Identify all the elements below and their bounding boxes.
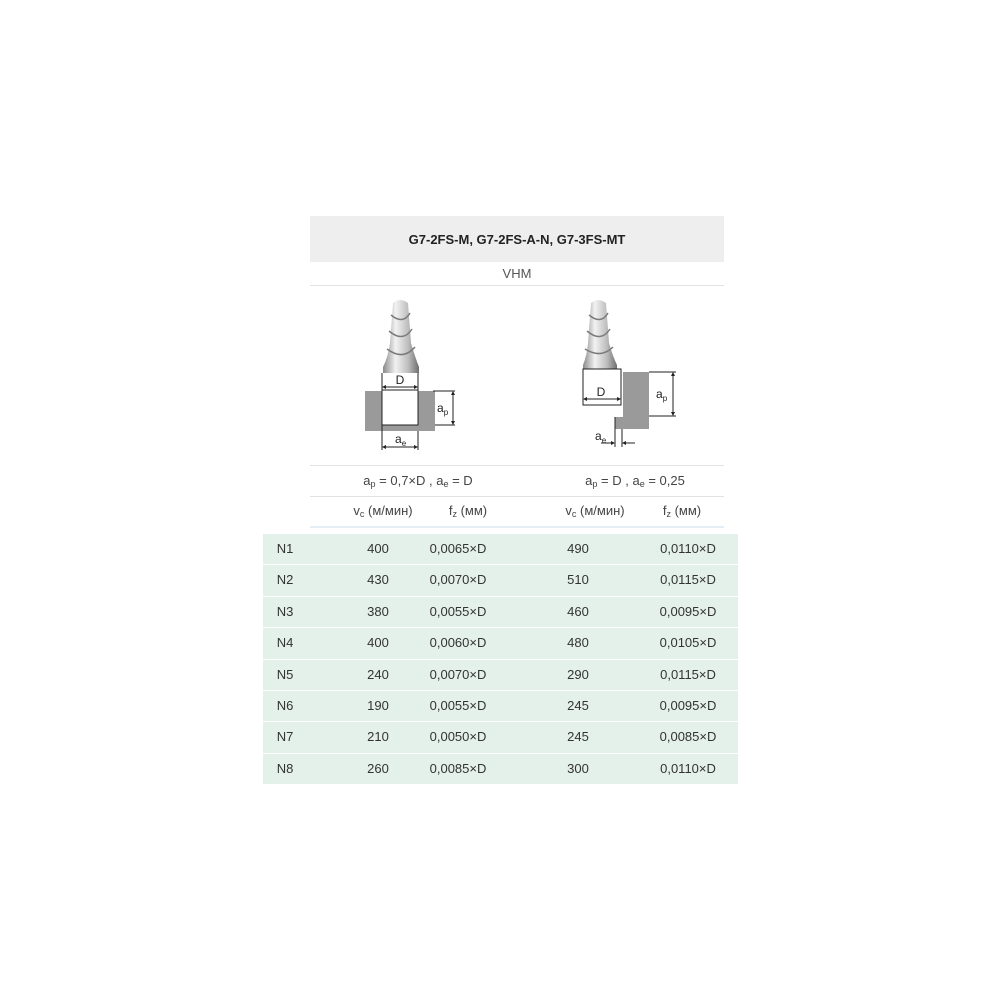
vc-side: 460 bbox=[567, 603, 589, 619]
fz-side: 0,0085×D bbox=[659, 729, 717, 745]
cutting-conditions-row bbox=[310, 465, 724, 497]
fz-slot: 0,0070×D bbox=[429, 666, 487, 682]
table-title: G7-2FS-M, G7-2FS-A-N, G7-3FS-MT bbox=[310, 216, 724, 262]
material-group: N2 bbox=[276, 572, 294, 588]
material-group: N3 bbox=[276, 603, 294, 619]
vc-slot: 400 bbox=[367, 635, 389, 651]
slot-formula: $a_p = 0,7\times D$ , $a_e = D$ bbox=[363, 473, 473, 489]
cutting-data-table bbox=[263, 534, 738, 785]
material-group: N6 bbox=[276, 697, 294, 713]
table-row bbox=[263, 660, 738, 691]
side-formula: $a_p = D$ , $a_e = 0,25$ bbox=[585, 473, 685, 489]
fz-slot: 0,0050×D bbox=[429, 729, 487, 745]
fz-header-2: $f_z$ (мм) bbox=[662, 503, 702, 519]
fz-slot: 0,0055×D bbox=[429, 603, 487, 619]
vc-slot: 190 bbox=[367, 697, 389, 713]
vc-side: 300 bbox=[567, 760, 589, 776]
svg-text:ae: $a_e$ bbox=[395, 432, 407, 448]
material-label: VHM bbox=[310, 262, 724, 286]
vc-slot: 400 bbox=[367, 541, 389, 556]
material-group: N7 bbox=[276, 729, 294, 745]
fz-side: 0,0105×D bbox=[659, 635, 717, 651]
vc-side: 290 bbox=[567, 666, 589, 682]
vc-slot: 240 bbox=[367, 666, 389, 682]
slot-milling-diagram bbox=[355, 295, 465, 455]
fz-slot: 0,0060×D bbox=[429, 635, 487, 651]
fz-slot: 0,0085×D bbox=[429, 760, 487, 776]
material-group: N5 bbox=[276, 666, 294, 682]
vc-slot: 260 bbox=[367, 760, 389, 776]
material-group: N4 bbox=[276, 635, 294, 651]
material-group: N8 bbox=[276, 760, 294, 776]
table-row bbox=[263, 597, 738, 628]
svg-text:D: D bbox=[596, 385, 606, 399]
vc-side: 480 bbox=[567, 635, 589, 651]
fz-side: 0,0095×D bbox=[659, 603, 717, 619]
fz-slot: 0,0055×D bbox=[429, 697, 487, 713]
vc-header-2: $v_c$ (м/мин) bbox=[565, 503, 625, 519]
fz-slot: 0,0070×D bbox=[429, 572, 487, 588]
fz-side: 0,0110×D bbox=[660, 760, 716, 776]
fz-header-1: $f_z$ (мм) bbox=[448, 503, 488, 519]
fz-slot: 0,0065×D bbox=[429, 541, 487, 556]
fz-side: 0,0115×D bbox=[660, 572, 716, 588]
vc-side: 510 bbox=[567, 572, 589, 588]
vc-slot: 380 bbox=[367, 603, 389, 619]
vc-side: 245 bbox=[567, 697, 589, 713]
material-group: N1 bbox=[276, 541, 294, 556]
vc-side: 490 bbox=[567, 541, 589, 556]
fz-side: 0,0095×D bbox=[659, 697, 717, 713]
table-row bbox=[263, 722, 738, 753]
svg-text:ap: $a_p$ bbox=[656, 387, 668, 403]
workpiece-left bbox=[365, 391, 382, 431]
table-row bbox=[263, 534, 738, 565]
fz-side: 0,0115×D bbox=[660, 666, 716, 682]
fz-side: 0,0110×D bbox=[660, 541, 716, 556]
table-row bbox=[263, 565, 738, 596]
svg-text:ap: $a_p$ bbox=[437, 401, 449, 417]
vc-header-1: $v_c$ (м/мин) bbox=[353, 503, 413, 519]
vc-slot: 210 bbox=[367, 729, 389, 745]
side-milling-diagram bbox=[575, 295, 690, 455]
workpiece-step bbox=[615, 417, 649, 429]
vc-slot: 430 bbox=[367, 572, 389, 588]
end-mill-icon bbox=[383, 300, 419, 373]
parameter-header-row bbox=[310, 496, 724, 528]
table-row bbox=[263, 691, 738, 722]
svg-text:ae: $a_e$ bbox=[595, 429, 607, 445]
svg-text:D: D bbox=[395, 373, 405, 387]
end-mill-icon bbox=[583, 300, 617, 369]
vc-side: 245 bbox=[567, 729, 589, 745]
table-row bbox=[263, 628, 738, 659]
table-row bbox=[263, 754, 738, 785]
workpiece-right bbox=[418, 391, 435, 431]
